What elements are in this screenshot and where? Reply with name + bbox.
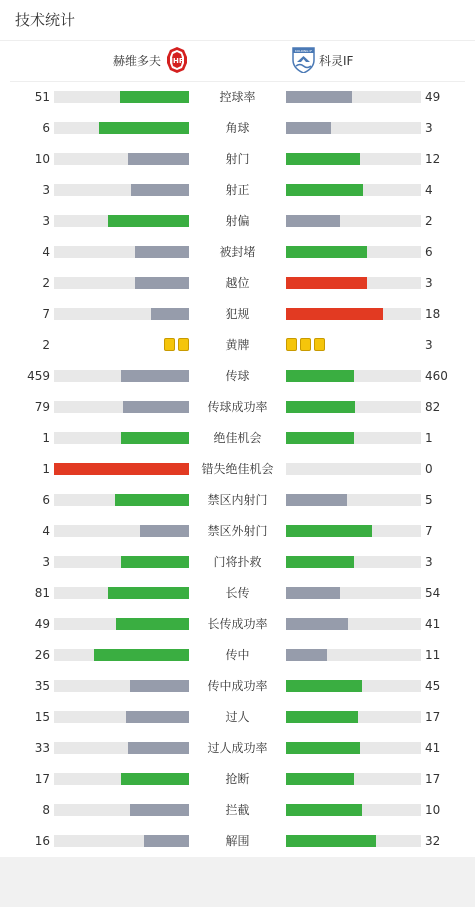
away-bar-fill bbox=[286, 587, 340, 599]
away-stat-value: 1 bbox=[425, 431, 433, 445]
home-stat-value: 79 bbox=[34, 400, 50, 414]
away-bar-track bbox=[286, 122, 421, 134]
away-bar-fill bbox=[286, 370, 354, 382]
stat-row bbox=[0, 267, 475, 298]
stat-label: 过人 bbox=[225, 710, 250, 724]
away-stat-value: 17 bbox=[425, 772, 441, 786]
away-bar-fill bbox=[286, 308, 383, 320]
away-bar-fill bbox=[286, 215, 340, 227]
away-bar-track bbox=[286, 153, 421, 165]
home-stat-value: 2 bbox=[42, 276, 50, 290]
home-bar-fill bbox=[130, 680, 189, 692]
away-bar-track bbox=[286, 401, 421, 413]
stat-row bbox=[0, 794, 475, 825]
home-bar-track bbox=[54, 91, 189, 103]
away-bar-fill bbox=[286, 184, 363, 196]
away-stat-value: 49 bbox=[425, 90, 441, 104]
away-stat-value: 6 bbox=[425, 245, 433, 259]
stat-label: 传球 bbox=[225, 369, 250, 383]
home-yellow-cards bbox=[164, 338, 189, 351]
stat-label: 长传成功率 bbox=[207, 617, 268, 631]
away-bar-fill bbox=[286, 773, 354, 785]
home-stat-value: 459 bbox=[27, 369, 50, 383]
home-bar-fill bbox=[131, 184, 189, 196]
stat-label: 禁区外射门 bbox=[207, 524, 268, 538]
home-bar-track bbox=[54, 711, 189, 723]
away-bar-fill bbox=[286, 91, 352, 103]
away-bar-track bbox=[286, 215, 421, 227]
away-bar-track bbox=[286, 804, 421, 816]
away-bar-fill bbox=[286, 680, 362, 692]
stat-row bbox=[0, 391, 475, 422]
away-stat-value: 54 bbox=[425, 586, 441, 600]
home-stat-value: 4 bbox=[42, 524, 50, 538]
away-bar-fill bbox=[286, 401, 355, 413]
away-bar-fill bbox=[286, 618, 348, 630]
stat-label: 黄牌 bbox=[225, 338, 250, 352]
home-bar-track bbox=[54, 370, 189, 382]
home-bar-fill bbox=[121, 432, 189, 444]
stat-label: 抢断 bbox=[225, 772, 250, 786]
away-bar-fill bbox=[286, 246, 367, 258]
stat-label: 传中成功率 bbox=[207, 679, 268, 693]
home-stat-value: 8 bbox=[42, 803, 50, 817]
home-stat-value: 1 bbox=[42, 431, 50, 445]
home-bar-fill bbox=[120, 91, 189, 103]
home-bar-track bbox=[54, 773, 189, 785]
stat-row bbox=[0, 453, 475, 484]
stat-label: 绝佳机会 bbox=[213, 431, 262, 445]
away-stat-value: 17 bbox=[425, 710, 441, 724]
home-stat-value: 3 bbox=[42, 183, 50, 197]
stat-label: 射正 bbox=[225, 183, 250, 197]
home-bar-track bbox=[54, 153, 189, 165]
home-bar-fill bbox=[121, 370, 189, 382]
away-bar-track bbox=[286, 618, 421, 630]
home-stat-value: 49 bbox=[34, 617, 50, 631]
away-bar-fill bbox=[286, 804, 362, 816]
home-bar-track bbox=[54, 401, 189, 413]
stat-row bbox=[0, 422, 475, 453]
home-stat-value: 17 bbox=[34, 772, 50, 786]
away-stat-value: 2 bbox=[425, 214, 433, 228]
stat-label: 长传 bbox=[225, 586, 250, 600]
away-stat-value: 5 bbox=[425, 493, 433, 507]
away-bar-track bbox=[286, 587, 421, 599]
home-stat-value: 10 bbox=[34, 152, 50, 166]
home-stat-value: 16 bbox=[34, 834, 50, 848]
away-bar-fill bbox=[286, 649, 327, 661]
stat-label: 射门 bbox=[225, 152, 250, 166]
away-stat-value: 18 bbox=[425, 307, 441, 321]
stat-label: 角球 bbox=[225, 121, 250, 135]
away-team-badge-icon bbox=[292, 47, 315, 76]
away-bar-fill bbox=[286, 122, 331, 134]
stats-list bbox=[0, 81, 475, 856]
stat-row bbox=[0, 329, 475, 360]
home-bar-track bbox=[54, 494, 189, 506]
away-stat-value: 82 bbox=[425, 400, 441, 414]
home-stat-value: 35 bbox=[34, 679, 50, 693]
stat-row bbox=[0, 732, 475, 763]
home-bar-fill bbox=[54, 463, 189, 475]
home-bar-fill bbox=[108, 215, 189, 227]
home-bar-track bbox=[54, 122, 189, 134]
stat-row bbox=[0, 608, 475, 639]
away-stat-value: 41 bbox=[425, 617, 441, 631]
away-bar-track bbox=[286, 246, 421, 258]
home-bar-track bbox=[54, 680, 189, 692]
home-bar-fill bbox=[140, 525, 189, 537]
away-stat-value: 12 bbox=[425, 152, 441, 166]
away-bar-track bbox=[286, 680, 421, 692]
home-bar-track bbox=[54, 742, 189, 754]
yellow-card-icon bbox=[286, 338, 297, 351]
home-bar-fill bbox=[121, 556, 189, 568]
home-bar-fill bbox=[128, 153, 189, 165]
stat-label: 错失绝佳机会 bbox=[201, 462, 274, 476]
home-stat-value: 33 bbox=[34, 741, 50, 755]
away-bar-track bbox=[286, 649, 421, 661]
home-bar-fill bbox=[115, 494, 189, 506]
home-stat-value: 15 bbox=[34, 710, 50, 724]
away-stat-value: 4 bbox=[425, 183, 433, 197]
stat-label: 过人成功率 bbox=[207, 741, 268, 755]
stat-row bbox=[0, 81, 475, 112]
away-bar-track bbox=[286, 742, 421, 754]
stat-row bbox=[0, 360, 475, 391]
home-bar-fill bbox=[144, 835, 189, 847]
away-stat-value: 32 bbox=[425, 834, 441, 848]
away-team-name: 科灵IF bbox=[319, 54, 354, 68]
away-stat-value: 460 bbox=[425, 369, 448, 383]
stat-label: 犯规 bbox=[225, 307, 250, 321]
away-stat-value: 11 bbox=[425, 648, 441, 662]
home-bar-fill bbox=[135, 277, 189, 289]
away-stat-value: 7 bbox=[425, 524, 433, 538]
yellow-card-icon bbox=[314, 338, 325, 351]
away-bar-fill bbox=[286, 835, 376, 847]
stat-label: 传球成功率 bbox=[207, 400, 268, 414]
away-badge-lettering: KOLDING IF bbox=[294, 48, 313, 53]
home-bar-fill bbox=[151, 308, 189, 320]
away-bar-fill bbox=[286, 494, 347, 506]
stat-row bbox=[0, 577, 475, 608]
away-bar-track bbox=[286, 277, 421, 289]
stat-row bbox=[0, 174, 475, 205]
home-bar-track bbox=[54, 525, 189, 537]
away-bar-track bbox=[286, 432, 421, 444]
away-bar-track bbox=[286, 184, 421, 196]
stat-row bbox=[0, 763, 475, 794]
home-stat-value: 4 bbox=[42, 245, 50, 259]
stat-label: 解围 bbox=[225, 834, 250, 848]
home-bar-fill bbox=[94, 649, 189, 661]
home-bar-fill bbox=[116, 618, 189, 630]
away-bar-fill bbox=[286, 277, 367, 289]
home-team-name: 赫维多夫 bbox=[113, 54, 162, 68]
stat-row bbox=[0, 143, 475, 174]
away-bar-track bbox=[286, 835, 421, 847]
stat-label: 门将扑救 bbox=[213, 555, 262, 569]
home-stat-value: 7 bbox=[42, 307, 50, 321]
home-team-badge-icon bbox=[167, 47, 187, 76]
away-bar-track bbox=[286, 773, 421, 785]
stat-label: 拦截 bbox=[225, 803, 250, 817]
away-stat-value: 3 bbox=[425, 276, 433, 290]
home-stat-value: 51 bbox=[34, 90, 50, 104]
home-bar-track bbox=[54, 835, 189, 847]
home-badge-lettering: IHF bbox=[170, 56, 184, 65]
away-bar-track bbox=[286, 494, 421, 506]
away-stat-value: 0 bbox=[425, 462, 433, 476]
away-bar-track bbox=[286, 463, 421, 475]
yellow-card-icon bbox=[178, 338, 189, 351]
away-bar-track bbox=[286, 370, 421, 382]
home-bar-fill bbox=[126, 711, 189, 723]
away-bar-fill bbox=[286, 556, 354, 568]
home-bar-track bbox=[54, 804, 189, 816]
stat-label: 传中 bbox=[225, 648, 250, 662]
away-stat-value: 3 bbox=[425, 121, 433, 135]
stat-row bbox=[0, 298, 475, 329]
away-bar-track bbox=[286, 556, 421, 568]
home-bar-track bbox=[54, 649, 189, 661]
page-title: 技术统计 bbox=[15, 11, 76, 29]
home-stat-value: 1 bbox=[42, 462, 50, 476]
away-bar-track bbox=[286, 711, 421, 723]
home-bar-track bbox=[54, 308, 189, 320]
home-bar-track bbox=[54, 432, 189, 444]
divider bbox=[0, 40, 475, 41]
away-team[interactable] bbox=[292, 48, 353, 74]
away-stat-value: 45 bbox=[425, 679, 441, 693]
away-bar-fill bbox=[286, 432, 354, 444]
home-stat-value: 26 bbox=[34, 648, 50, 662]
home-bar-track bbox=[54, 246, 189, 258]
away-bar-fill bbox=[286, 153, 360, 165]
stat-label: 控球率 bbox=[219, 90, 256, 104]
yellow-card-icon bbox=[300, 338, 311, 351]
away-bar-track bbox=[286, 525, 421, 537]
away-stat-value: 41 bbox=[425, 741, 441, 755]
home-bar-fill bbox=[135, 246, 189, 258]
stat-row bbox=[0, 546, 475, 577]
home-bar-track bbox=[54, 184, 189, 196]
away-stat-value: 3 bbox=[425, 338, 433, 352]
stat-label: 被封堵 bbox=[219, 245, 256, 259]
stat-row bbox=[0, 205, 475, 236]
yellow-card-icon bbox=[164, 338, 175, 351]
stat-label: 禁区内射门 bbox=[207, 493, 268, 507]
away-bar-track bbox=[286, 91, 421, 103]
home-bar-fill bbox=[123, 401, 189, 413]
home-stat-value: 3 bbox=[42, 555, 50, 569]
stat-row bbox=[0, 112, 475, 143]
home-bar-fill bbox=[128, 742, 189, 754]
stat-label: 射偏 bbox=[225, 214, 250, 228]
home-stat-value: 6 bbox=[42, 121, 50, 135]
home-stat-value: 3 bbox=[42, 214, 50, 228]
home-stat-value: 81 bbox=[34, 586, 50, 600]
home-bar-track bbox=[54, 556, 189, 568]
stat-row bbox=[0, 639, 475, 670]
away-bar-fill bbox=[286, 525, 372, 537]
home-bar-fill bbox=[99, 122, 189, 134]
away-bar-track bbox=[286, 308, 421, 320]
stat-row bbox=[0, 236, 475, 267]
away-stat-value: 10 bbox=[425, 803, 441, 817]
away-bar-fill bbox=[286, 742, 360, 754]
home-team[interactable] bbox=[113, 48, 187, 74]
home-bar-fill bbox=[121, 773, 189, 785]
stat-row bbox=[0, 484, 475, 515]
home-bar-track bbox=[54, 618, 189, 630]
away-bar-fill bbox=[286, 711, 358, 723]
stat-row bbox=[0, 515, 475, 546]
away-stat-value: 3 bbox=[425, 555, 433, 569]
stat-row bbox=[0, 670, 475, 701]
stat-row bbox=[0, 825, 475, 856]
home-bar-fill bbox=[108, 587, 189, 599]
stat-row bbox=[0, 701, 475, 732]
home-bar-track bbox=[54, 463, 189, 475]
home-stat-value: 2 bbox=[42, 338, 50, 352]
home-bar-track bbox=[54, 587, 189, 599]
home-bar-track bbox=[54, 277, 189, 289]
home-bar-fill bbox=[130, 804, 189, 816]
stat-label: 越位 bbox=[225, 276, 250, 290]
home-bar-track bbox=[54, 215, 189, 227]
away-yellow-cards bbox=[286, 338, 325, 351]
home-stat-value: 6 bbox=[42, 493, 50, 507]
